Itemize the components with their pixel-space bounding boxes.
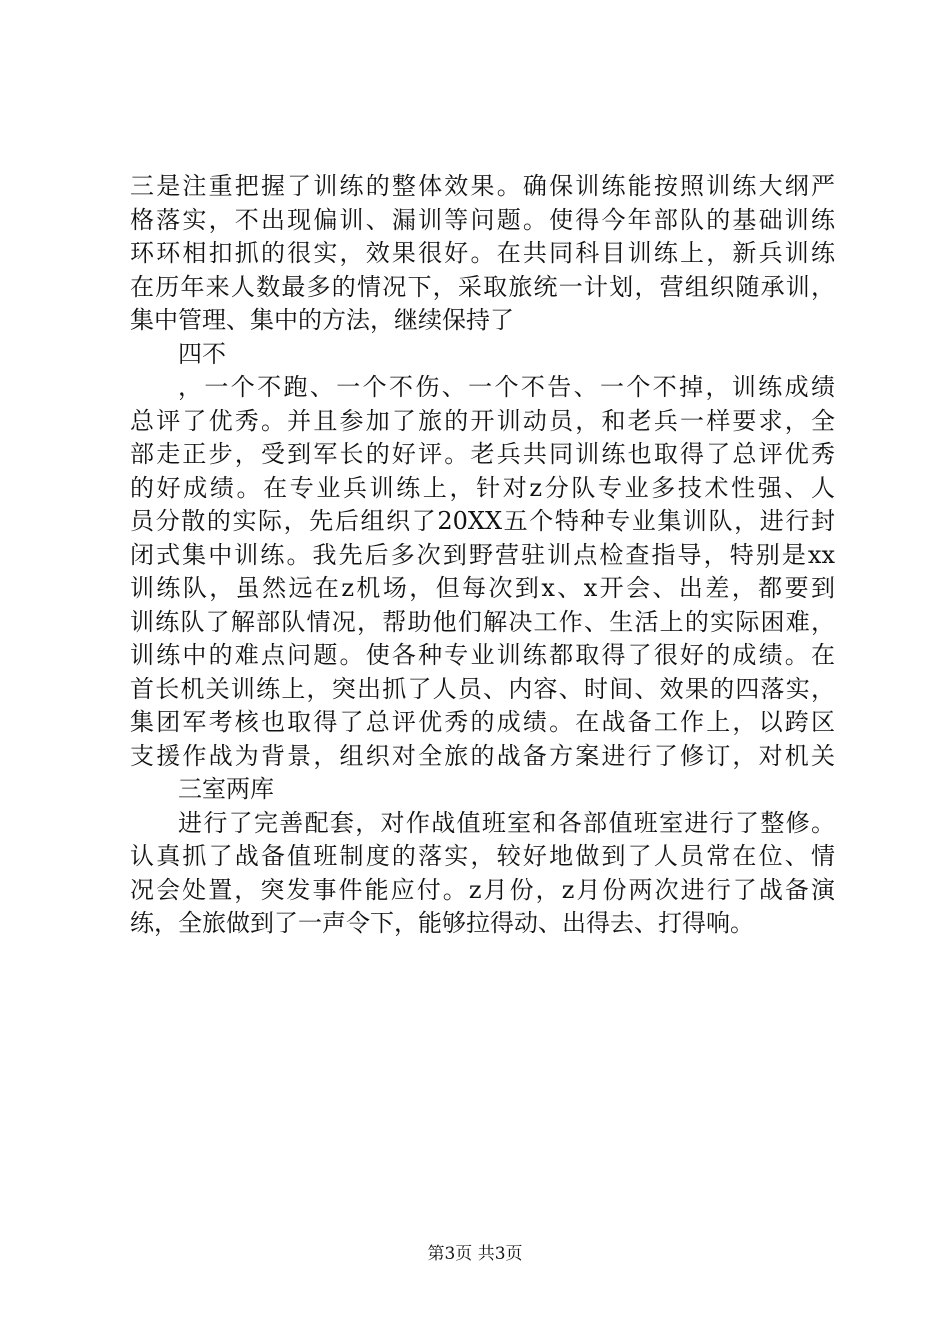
paragraph-line: 在历年来人数最多的情况下，采取旅统一计划，营组织随承训， [130,272,835,301]
paragraph-line: 练，全旅做到了一声令下，能够拉得动、出得去、打得响。 [130,909,754,937]
section-heading: 三室两库 [178,775,274,803]
paragraph-line: 首长机关训练上，突出抓了人员、内容、时间、效果的四落实， [130,674,835,703]
paragraph-line: 员分散的实际，先后组织了20XX五个特种专业集训队，进行封 [130,507,835,535]
paragraph-line: 三是注重把握了训练的整体效果。确保训练能按照训练大纲严 [130,172,835,200]
paragraph-line: 支援作战为背景，组织对全旅的战备方案进行了修订，对机关 [130,741,835,770]
paragraph-line: 格落实，不出现偏训、漏训等问题。使得今年部队的基础训练 [130,205,835,234]
paragraph-line: 集团军考核也取得了总评优秀的成绩。在战备工作上，以跨区 [130,708,835,736]
paragraph-line: 部走正步，受到军长的好评。老兵共同训练也取得了总评优秀 [130,440,835,468]
paragraph-line: 闭式集中训练。我先后多次到野营驻训点检查指导，特别是xx [130,540,835,569]
paragraph-line: 况会处置，突发事件能应付。z月份，z月份两次进行了战备演 [130,875,835,904]
paragraph-line: 环环相扣抓的很实，效果很好。在共同科目训练上，新兵训练 [130,239,835,267]
paragraph-line: 的好成绩。在专业兵训练上，针对z分队专业多技术性强、人 [130,473,835,502]
document-body [130,170,835,941]
paragraph-line: 总评了优秀。并且参加了旅的开训动员，和老兵一样要求，全 [130,406,835,435]
section-heading: 四不 [178,339,226,368]
paragraph-line: 训练中的难点问题。使各种专业训练都取得了很好的成绩。在 [130,641,835,669]
paragraph-line: 认真抓了战备值班制度的落实，较好地做到了人员常在位、情 [130,842,835,870]
paragraph-line: 进行了完善配套，对作战值班室和各部值班室进行了整修。 [178,808,835,837]
paragraph-line: 训练队了解部队情况，帮助他们解决工作、生活上的实际困难， [130,607,835,636]
paragraph-line: ，一个不跑、一个不伤、一个不告、一个不掉，训练成绩 [178,373,835,401]
page-number: 第3页 共3页 [427,1244,523,1264]
paragraph-line: 训练队，虽然远在z机场，但每次到x、x开会、出差，都要到 [130,574,835,602]
page-footer [0,1243,950,1265]
paragraph-line: 集中管理、集中的方法，继续保持了 [130,306,514,334]
